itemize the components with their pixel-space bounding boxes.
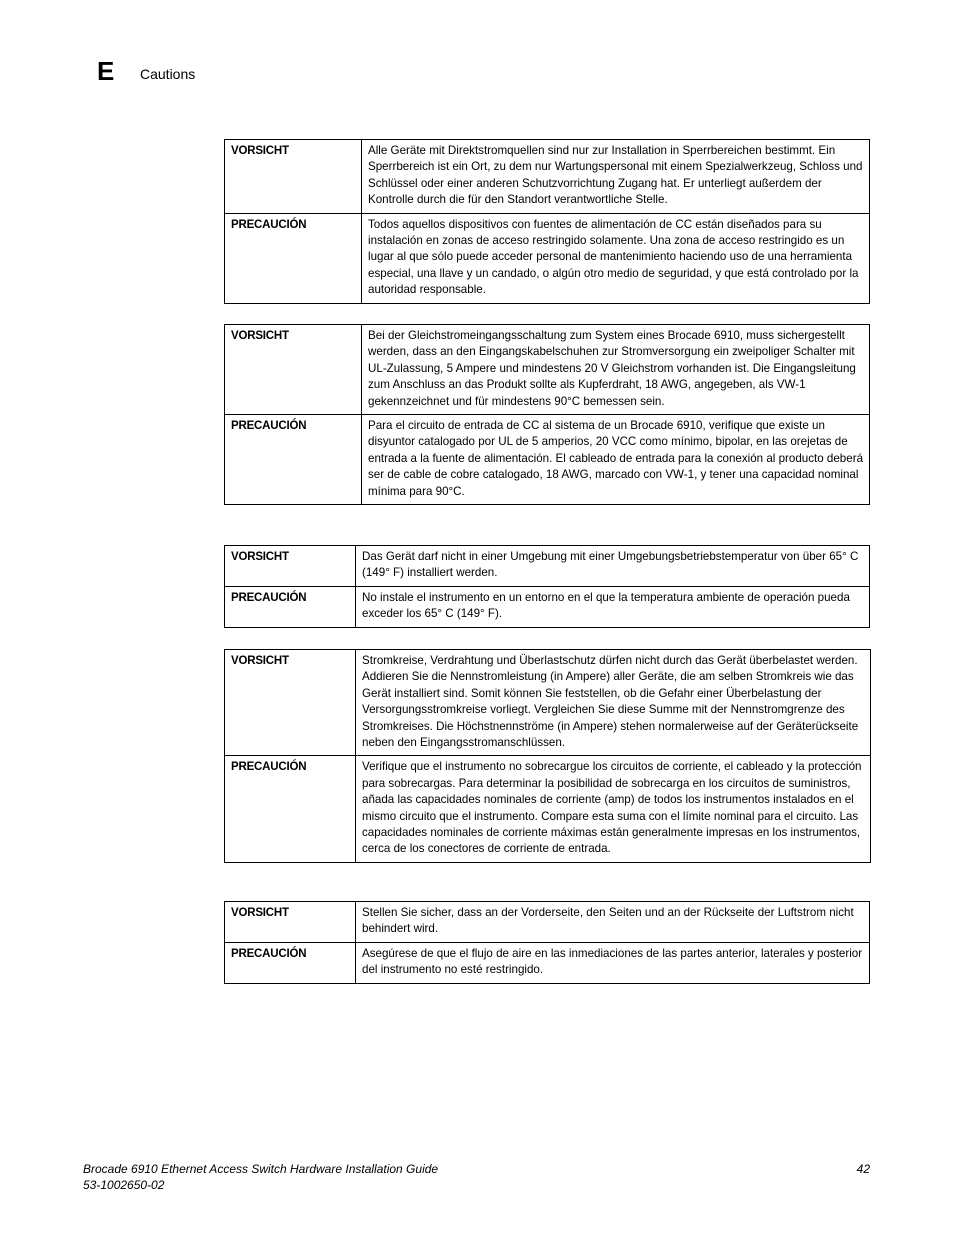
caution-text: Stromkreise, Verdrahtung und Überlastschutz dürfen nicht durch das Gerät überbelastet werden. Addieren Sie die Nennstromleistung (in Ampere) aller Geräte, die am selben Stromkreis wie das Gerät installiert sind. Somit können Sie feststellen, ob die Gefahr einer Überbelastung der Versorgungsstromkreise vorliegt. Vergleichen Sie diese Summe mit der Nennstromgrenze des Stromkreises. Die Höchstnennströme (in Ampere) stehen normalerweise auf der Geräterückseite neben den Eingangsstromanschlüssen. — [356, 650, 871, 756]
caution-row-spanish — [225, 756, 871, 862]
caution-row-spanish — [225, 415, 870, 505]
caution-label: PRECAUCIÓN — [225, 213, 362, 303]
caution-label: VORSICHT — [225, 650, 356, 756]
caution-label: VORSICHT — [225, 325, 362, 415]
caution-row-german — [225, 902, 870, 943]
section-title: Cautions — [140, 66, 196, 82]
caution-table — [224, 545, 870, 628]
caution-text: Asegúrese de que el flujo de aire en las inmediaciones de las partes anterior, laterales y posterior del instrumento no esté restringido. — [356, 942, 870, 983]
caution-table — [224, 139, 870, 304]
caution-label: PRECAUCIÓN — [225, 942, 356, 983]
caution-row-german — [225, 546, 870, 587]
footer-doc-title: Brocade 6910 Ethernet Access Switch Hardware Installation Guide — [83, 1162, 439, 1176]
caution-label: PRECAUCIÓN — [225, 415, 362, 505]
caution-table — [224, 324, 870, 505]
caution-text: Bei der Gleichstromeingangsschaltung zum System eines Brocade 6910, muss sichergestellt werden, dass an den Eingangskabelschuhen zur Stromversorgung ein zweipoliger Schalter mit UL-Zulassung, 5 Ampere und mindestens 20 V Gleichstrom vorhanden ist. Die Eingangsleitung zum Anschluss an das Produkt sollte als Kupferdraht, 18 AWG, angegeben, als VW-1 gekennzeichnet und für mindestens 90°C bemessen sein. — [362, 325, 870, 415]
caution-row-spanish — [225, 213, 870, 303]
footer-doc-number: 53-1002650-02 — [83, 1178, 165, 1192]
caution-label: PRECAUCIÓN — [225, 756, 356, 862]
caution-row-german — [225, 325, 870, 415]
footer-document-info — [83, 1161, 438, 1193]
caution-label: VORSICHT — [225, 546, 356, 587]
caution-text: Das Gerät darf nicht in einer Umgebung mit einer Umgebungsbetriebstemperatur von über 65° C (149° F) installiert werden. — [356, 546, 870, 587]
caution-row-spanish — [225, 942, 870, 983]
caution-text: Para el circuito de entrada de CC al sistema de un Brocade 6910, verifique que existe un disyuntor catalogado por UL de 5 amperios, 20 VCC como mínimo, bipolar, en las orejetas de entrada a la fuente de alimentación. El cableado de entrada para la conexión al producto deberá ser de cable de cobre catalogado, 18 AWG, marcado con VW-1, y tener una capacidad nominal mínima para 90°C. — [362, 415, 870, 505]
caution-text: Stellen Sie sicher, dass an der Vorderseite, den Seiten und an der Rückseite der Luftstrom nicht behindert wird. — [356, 902, 870, 943]
caution-label: PRECAUCIÓN — [225, 586, 356, 627]
page-number: 42 — [856, 1162, 870, 1176]
caution-text: Alle Geräte mit Direktstromquellen sind nur zur Installation in Sperrbereichen bestimmt. Ein Sperrbereich ist ein Ort, zu dem nur Wartungspersonal mit einem Spezialwerkzeug, Schloss und Schlüssel oder einer anderen Schutzvorrichtung Zugang hat. Er unterliegt außerdem der Kontrolle durch die für den Standort verantwortliche Stelle. — [362, 140, 870, 214]
caution-label: VORSICHT — [225, 902, 356, 943]
caution-table — [224, 649, 871, 863]
caution-row-german — [225, 650, 871, 756]
caution-text: Verifique que el instrumento no sobrecargue los circuitos de corriente, el cableado y la protección para sobrecargas. Para determinar la posibilidad de sobrecarga en los circuitos de suministros, añada las capacidades nominales de corriente (amp) de todos los instrumentos instalados en el mismo circuito que el instrumento. Compare esta suma con el límite nominal para el circuito. Las capacidades nominales de corriente máximas están generalmente impresas en los instrumentos, cerca de los conectores de corriente de entrada. — [356, 756, 871, 862]
chapter-letter: E — [97, 56, 115, 86]
caution-table — [224, 901, 870, 984]
caution-text: No instale el instrumento en un entorno en el que la temperatura ambiente de operación pueda exceder los 65° C (149° F). — [356, 586, 870, 627]
caution-text: Todos aquellos dispositivos con fuentes de alimentación de CC están diseñados para su instalación en zonas de acceso restringido solamente. Una zona de acceso restringido es un lugar al que sólo puede acceder personal de mantenimiento haciendo uso de una herramienta especial, una llave y un candado, o algún otro medio de seguridad, y que está controlado por la autoridad responsable. — [362, 213, 870, 303]
caution-label: VORSICHT — [225, 140, 362, 214]
caution-row-german — [225, 140, 870, 214]
caution-row-spanish — [225, 586, 870, 627]
